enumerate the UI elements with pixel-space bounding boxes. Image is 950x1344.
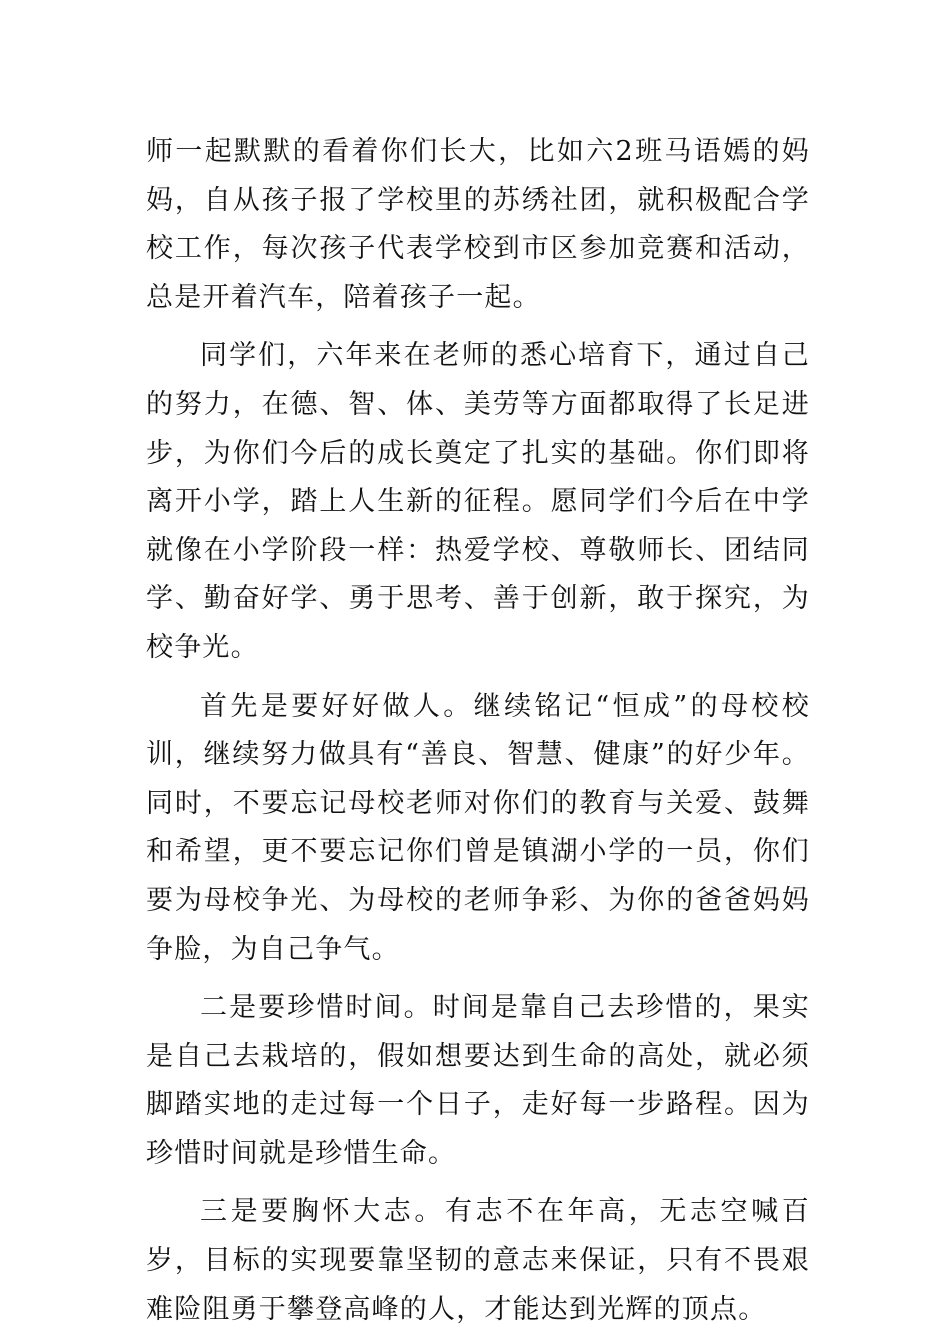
- paragraph-second-point: 二是要珍惜时间。时间是靠自己去珍惜的，果实是自己去栽培的，假如想要达到生命的高处，就必须脚踏实地的走过每一个日子，走好每一步路程。因为珍惜时间就是珍惜生命。: [146, 992, 810, 1169]
- paragraph-continuation: 师一起默默的看着你们长大，比如六2班马语嫣的妈妈，自从孩子报了学校里的苏绣社团，就积极配合学校工作，每次孩子代表学校到市区参加竞赛和活动，总是开着汽车，陪着孩子一起。: [146, 136, 810, 313]
- paragraph-third-point: 三是要胸怀大志。有志不在年高，无志空喊百岁，目标的实现要靠坚韧的意志来保证，只有不畏艰难险阻勇于攀登高峰的人，才能达到光辉的顶点。: [146, 1196, 810, 1325]
- paragraph-first-point: 首先是要好好做人。继续铭记“恒成”的母校校训，继续努力做具有“善良、智慧、健康”的好少年。同时，不要忘记母校老师对你们的教育与关爱、鼓舞和希望，更不要忘记你们曾是镇湖小学的一员，你们要为母校争光、为母校的老师争彩、为你的爸爸妈妈争脸，为自己争气。: [146, 690, 810, 965]
- paragraph-classmates: 同学们，六年来在老师的悉心培育下，通过自己的努力，在德、智、体、美劳等方面都取得了长足进步，为你们今后的成长奠定了扎实的基础。你们即将离开小学，踏上人生新的征程。愿同学们今后在中学就像在小学阶段一样：热爱学校、尊敬师长、团结同学、勤奋好学、勇于思考、善于创新，敢于探究，为校争光。: [146, 340, 810, 663]
- document-body: [146, 128, 810, 1344]
